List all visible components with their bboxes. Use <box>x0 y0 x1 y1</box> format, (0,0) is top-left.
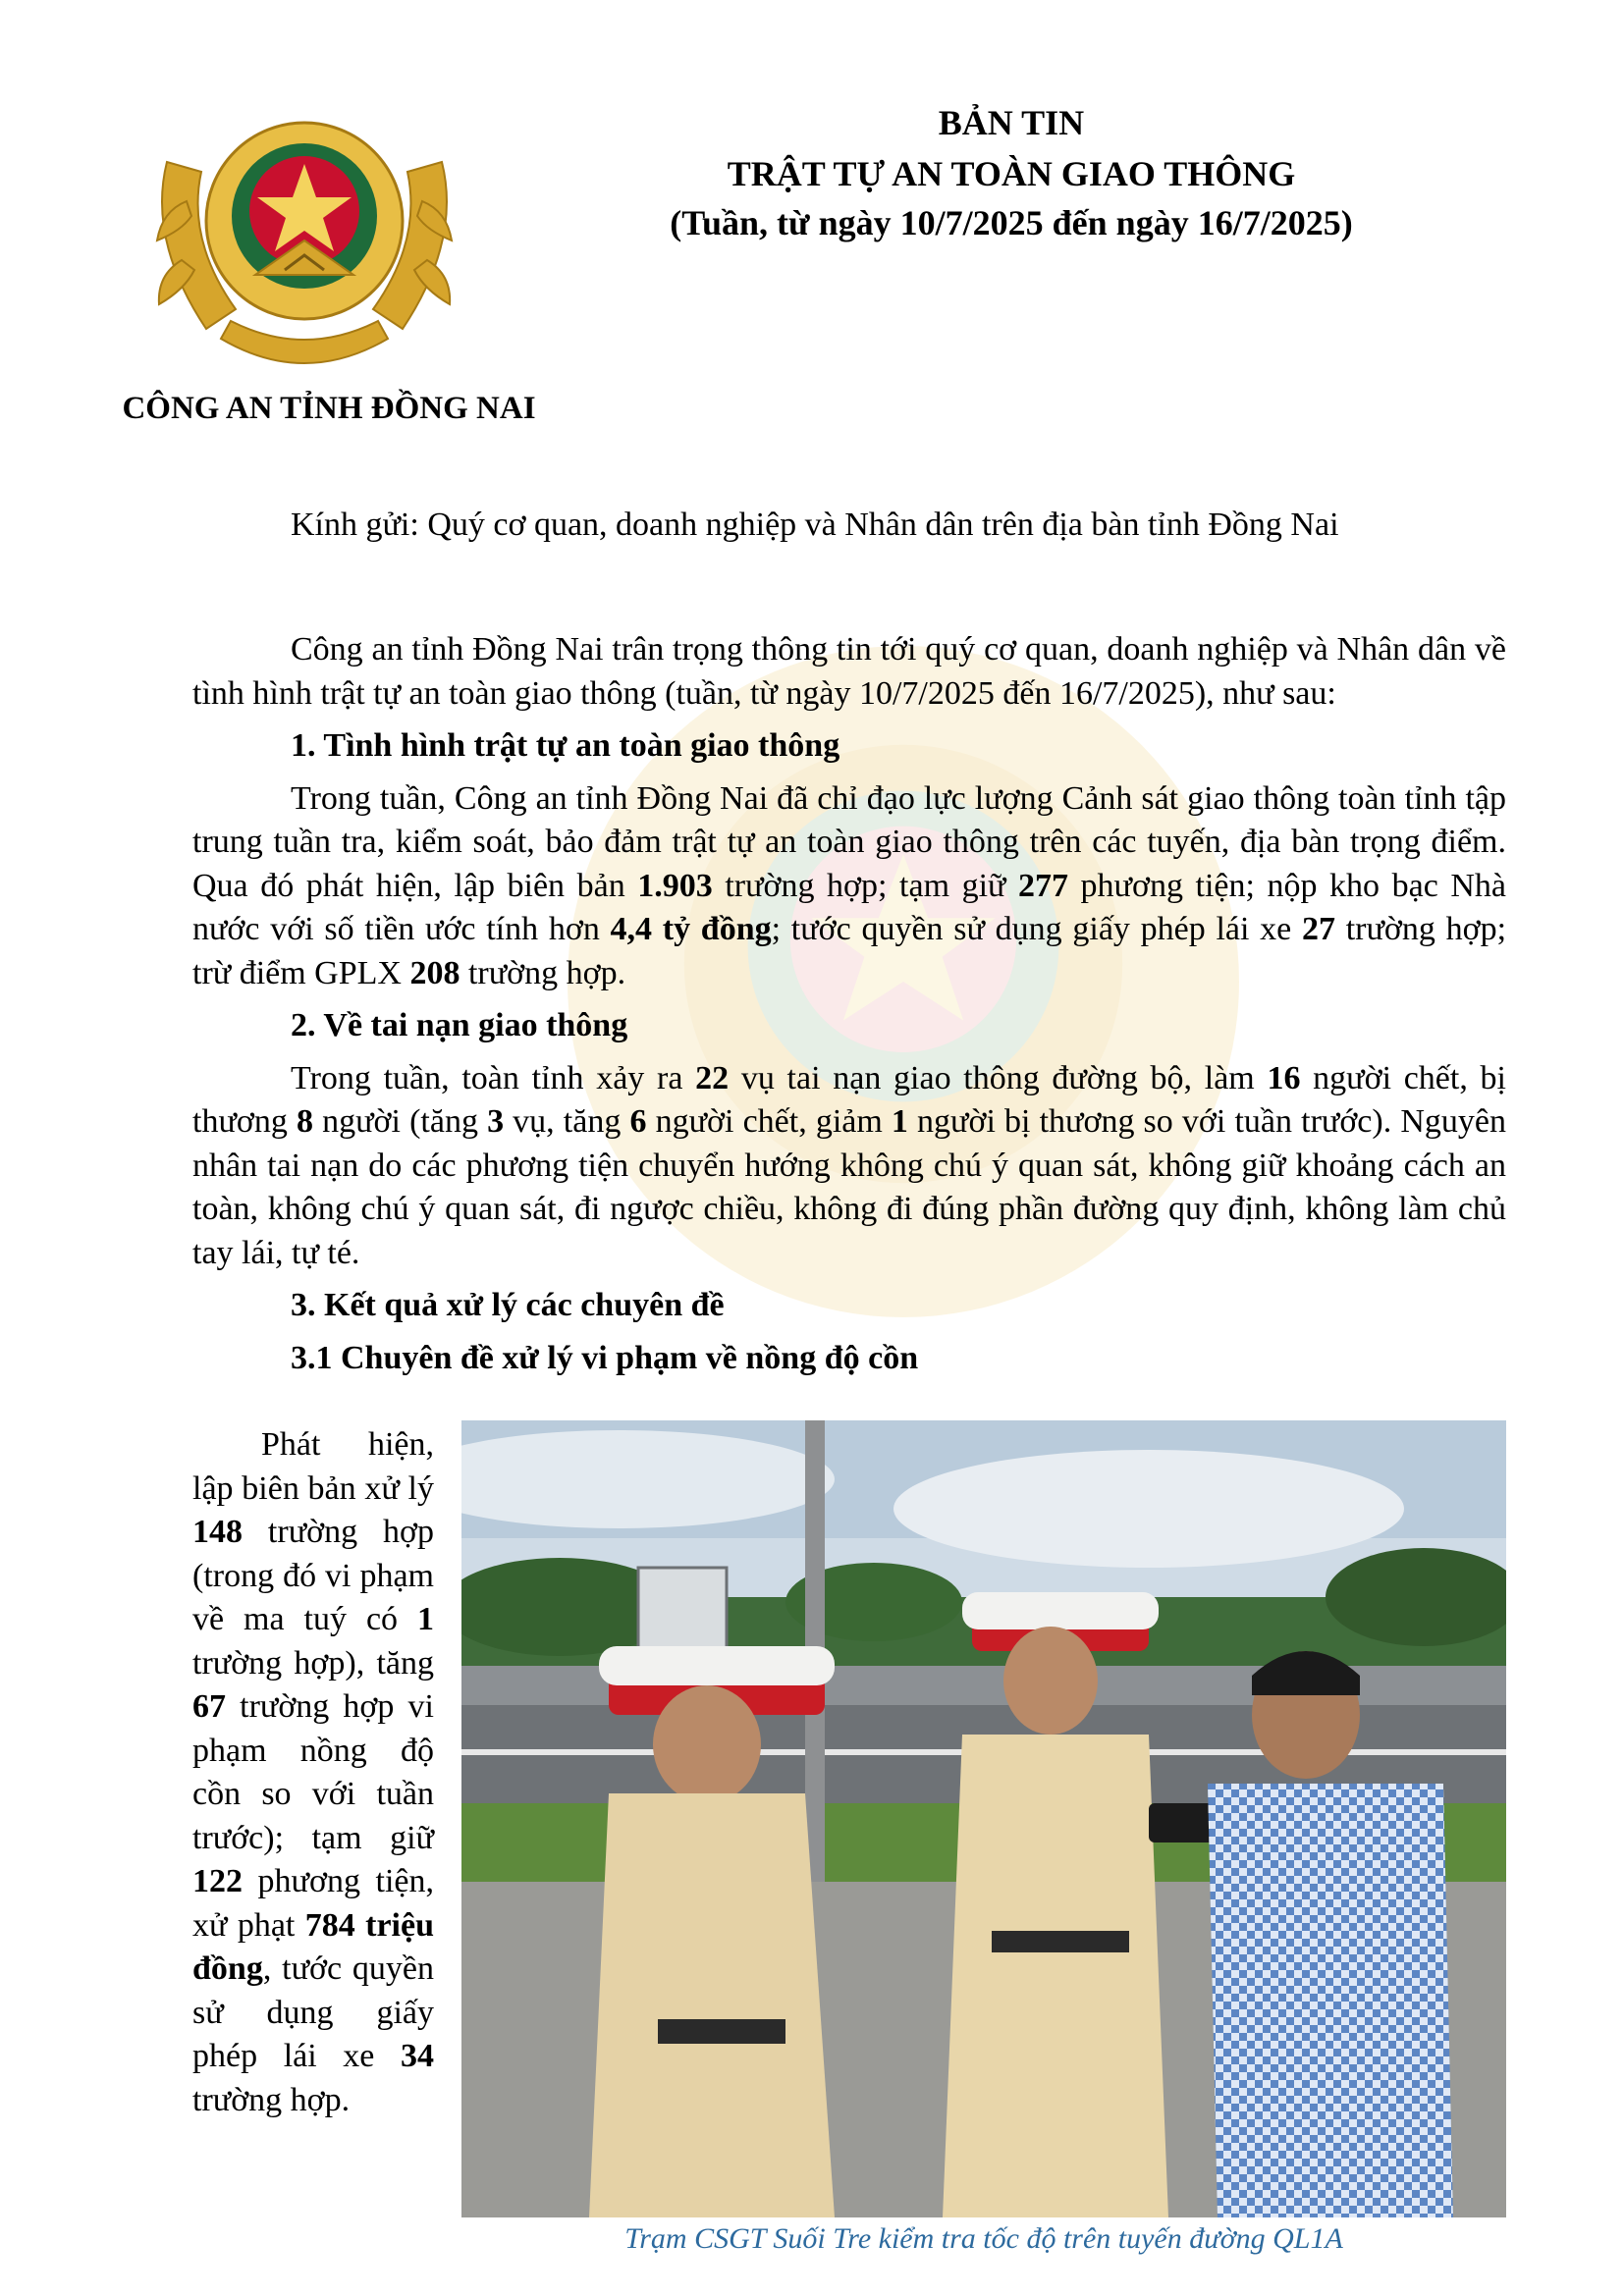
bulletin-body <box>192 628 1506 1389</box>
bulletin-period: (Tuần, từ ngày 10/7/2025 đến ngày 16/7/2025) <box>670 203 1353 242</box>
bulletin-title: BẢN TIN <box>938 103 1085 142</box>
accidents-count: 22 <box>695 1059 730 1096</box>
bulletin-header <box>609 96 1414 247</box>
deaths-count: 16 <box>1267 1059 1301 1096</box>
records-count: 1.903 <box>637 867 713 904</box>
license-points-count: 208 <box>409 954 460 991</box>
traffic-police-photo <box>461 1420 1506 2217</box>
section-3-1-heading: 3.1 Chuyên đề xử lý vi phạm về nồng độ cồn <box>291 1339 919 1376</box>
licenses-revoked-count: 27 <box>1301 911 1335 947</box>
section-2-paragraph: Trong tuần, toàn tỉnh xảy ra 22 vụ tai nạn giao thông đường bộ, làm 16 người chết, bị thương 8 người (tăng 3 vụ, tăng 6 người chết, giảm 1 người bị thương so với tuần trước). Nguyên nhân tai nạn do các phương tiện chuyển hướng không chú ý quan sát, không giữ khoảng cách an toàn, không chú ý quan sát, đi ngược chiều, không đi đúng phần đường quy định, không làm chủ tay lái, tự té. <box>192 1059 1507 1271</box>
fine-amount: 4,4 tỷ đồng <box>610 911 772 947</box>
dui-cases-count: 148 <box>192 1514 243 1550</box>
police-emblem-logo <box>128 93 481 388</box>
agency-name: CÔNG AN TỈNH ĐỒNG NAI <box>122 391 536 426</box>
injured-count: 8 <box>296 1103 313 1140</box>
section-2-heading: 2. Về tai nạn giao thông <box>291 1007 628 1043</box>
photo-caption: Trạm CSGT Suối Tre kiểm tra tốc độ trên tuyến đường QL1A <box>624 2222 1343 2255</box>
intro-paragraph: Công an tỉnh Đồng Nai trân trọng thông tin tới quý cơ quan, doanh nghiệp và Nhân dân về tình hình trật tự an toàn giao thông (tuần, từ ngày 10/7/2025 đến 16/7/2025), như sau: <box>192 631 1506 712</box>
section-3-1-paragraph: Phát hiện, lập biên bản xử lý 148 trường hợp (trong đó vi phạm về ma tuý có 1 trường hợp), tăng 67 trường hợp vi phạm nồng độ cồn so với tuần trước); tạm giữ 122 phương tiện, xử phạt 784 triệu đồng, tước quyền sử dụng giấy phép lái xe 34 trường hợp. <box>192 1426 434 2118</box>
dui-fine-amount: 784 triệu đồng <box>192 1906 434 1987</box>
section-3-heading: 3. Kết quả xử lý các chuyên đề <box>291 1287 725 1323</box>
vehicles-seized-count: 277 <box>1018 867 1068 904</box>
bulletin-subtitle: TRẬT TỰ AN TOÀN GIAO THÔNG <box>727 154 1296 193</box>
salutation: Kính gửi: Quý cơ quan, doanh nghiệp và Nhân dân trên địa bàn tỉnh Đồng Nai <box>291 507 1339 543</box>
section-1-heading: 1. Tình hình trật tự an toàn giao thông <box>291 727 840 764</box>
section-1-paragraph: Trong tuần, Công an tỉnh Đồng Nai đã chỉ đạo lực lượng Cảnh sát giao thông toàn tỉnh tập trung tuần tra, kiểm soát, bảo đảm trật tự an toàn giao thông trên các tuyến, địa bàn trọng điểm. Qua đó phát hiện, lập biên bản 1.903 trường hợp; tạm giữ 277 phương tiện; nộp kho bạc Nhà nước với số tiền ước tính hơn 4,4 tỷ đồng; tước quyền sử dụng giấy phép lái xe 27 trường hợp; trừ điểm GPLX 208 trường hợp. <box>192 779 1507 991</box>
